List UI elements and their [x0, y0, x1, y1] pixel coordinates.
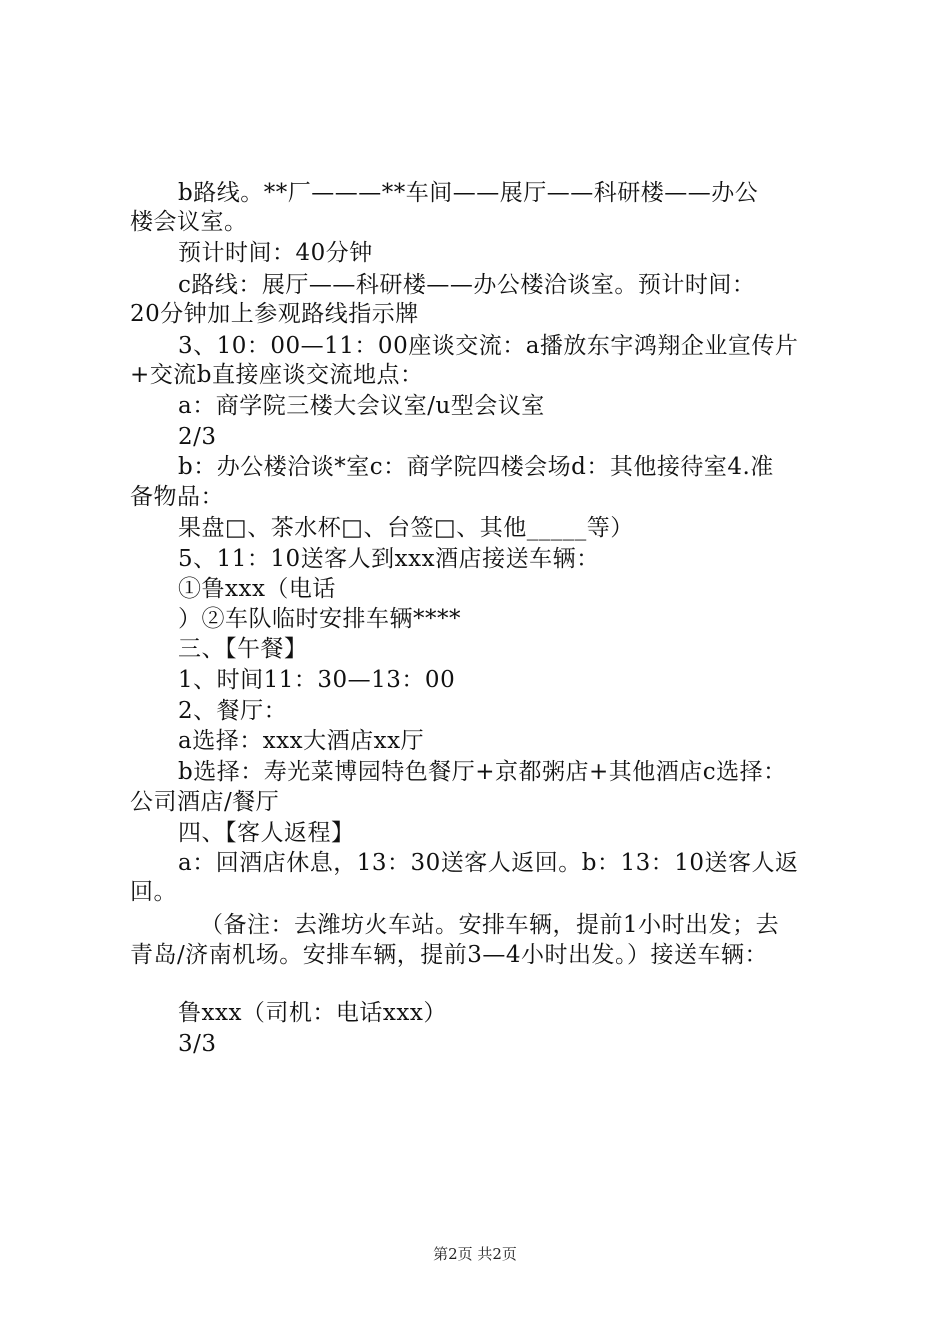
- text-line: a：商学院三楼大会议室/u型会议室: [178, 393, 545, 419]
- text-line: ①鲁xxx（电话: [178, 576, 336, 602]
- text-line: 1、时间11：30—13：00: [178, 667, 456, 693]
- text-line: 备物品：: [130, 484, 224, 510]
- text-line: ）②车队临时安排车辆****: [178, 606, 461, 632]
- text-line: b选择：寿光菜博园特色餐厅+京都粥店+其他酒店c选择：: [178, 759, 787, 785]
- text-line: 预计时间：40分钟: [178, 240, 373, 266]
- text-line: 2、餐厅：: [178, 698, 288, 724]
- text-line: 3、10：00—11：00座谈交流：a播放东宇鸿翔企业宣传片: [178, 333, 799, 359]
- text-line: 果盘□、茶水杯□、台签□、其他_____等）: [178, 515, 634, 541]
- section-heading: 四、【客人返程】: [178, 820, 355, 846]
- text-line: 5、11：10送客人到xxx酒店接送车辆：: [178, 546, 600, 572]
- page-marker: 3/3: [178, 1031, 217, 1057]
- text-line: b路线。**厂———**车间——展厅——科研楼——办公: [178, 180, 759, 206]
- text-line: c路线：展厅——科研楼——办公楼洽谈室。预计时间：: [178, 272, 756, 298]
- text-line: b：办公楼洽谈*室c：商学院四楼会场d：其他接待室4.准: [178, 454, 774, 480]
- text-line: +交流b直接座谈交流地点：: [130, 362, 424, 388]
- text-line: 公司酒店/餐厅: [130, 789, 280, 815]
- text-line: 青岛/济南机场。安排车辆，提前3—4小时出发。）接送车辆：: [130, 942, 769, 968]
- text-line: 回。: [130, 879, 177, 905]
- section-heading: 三、【午餐】: [178, 636, 308, 662]
- page-marker: 2/3: [178, 424, 217, 450]
- page-footer: 第2页 共2页: [433, 1245, 517, 1263]
- text-line: 楼会议室。: [130, 209, 248, 235]
- text-line: a选择：xxx大酒店xx厅: [178, 728, 425, 754]
- text-line: （备注：去潍坊火车站。安排车辆，提前1小时出发；去: [200, 912, 780, 938]
- text-line: 20分钟加上参观路线指示牌: [130, 301, 419, 327]
- text-line: a：回酒店休息，13：30送客人返回。b：13：10送客人返: [178, 850, 799, 876]
- text-line: 鲁xxx（司机：电话xxx）: [178, 1000, 447, 1026]
